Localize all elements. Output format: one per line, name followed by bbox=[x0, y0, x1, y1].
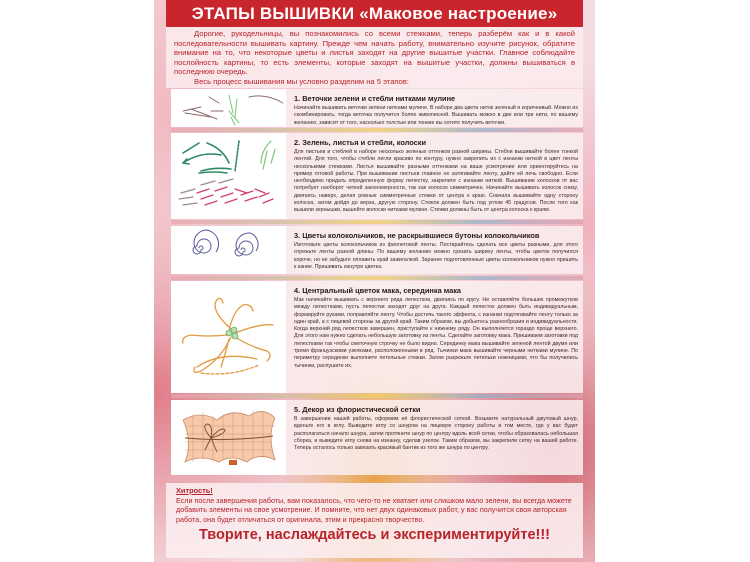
section-1 bbox=[171, 89, 583, 127]
intro-block bbox=[166, 27, 583, 88]
section-4-text bbox=[286, 281, 583, 393]
intro-lead: Весь процесс вышивания мы условно разделим на 5 этапов: bbox=[194, 76, 409, 86]
section-4-title: 4. Центральный цветок мака, серединка мака bbox=[294, 286, 462, 295]
section-3-title: 3. Цветы колокольчиков, не раскрывшиеся бутоны колокольчиков bbox=[294, 231, 540, 240]
section-5-title: 5. Декор из флористической сетки bbox=[294, 405, 421, 414]
section-2-text bbox=[286, 133, 583, 219]
section-1-text bbox=[286, 89, 583, 127]
twig-stitches-illustration bbox=[171, 89, 286, 127]
divider-strip bbox=[171, 276, 583, 280]
section-1-title: 1. Веточки зелени и стебли нитками мулине bbox=[294, 94, 456, 103]
section-5 bbox=[171, 400, 583, 475]
section-1-body: Начинайте вышивать веточки зелени нитками мулине. В наборе два цвета ниток зеленый и коричневый. Можно их скомбинировать, тогда веточка получится более живописной. Вышивать можно в две или три нити, по вашему желанию, зависит от того, насколько толстые или тонкие вы хотите получить веточки. bbox=[294, 105, 578, 126]
divider-strip bbox=[171, 220, 583, 224]
section-2 bbox=[171, 133, 583, 219]
tip-title: Хитрость! bbox=[176, 486, 213, 495]
section-5-body: В завершении нашей работы, оформим её флористической сеткой. Возьмите натуральный джутовый шнур, вденьте его в иглу. Выведите иглу со шнуром на лицевую сторону работы в том месте, где у вас будет располагаться начало шнура, затем протяните шнур по центру вдоль всей сетки, чтобы образовалась небольшая сборка, и выведите иглу снова на изнанку, сделав узелок. Таким образом, вы закрепили сетку на вашей работе. Теперь осталось только завязать красивый бантик из того же шнура по центру. bbox=[294, 416, 578, 452]
embroidery-instructions-poster bbox=[154, 0, 595, 562]
section-2-body: Для листьев и стеблей в наборе несколько зеленых оттенков разной ширины. Стебли вышивайте более тонкой лентой. Для того, чтобы стебли легли красиво по контуру, нужно закрепить их с изнанки ниткой в цвет ленты несколькими стежками. Листья вышивайте разными оттенками на ваше усмотрение или ориентируйтесь на пример готовой работы. При вышивании листьев главное не затягивайте ленту, дайте ей лечь свободно. Если необходимо придать определенную форму лепестку, закрепите с изнанки ниткой. Вышивание колосков от вас потребует наоборот четкой закономерности, так как колосок симметричен. Начинайте вышивать колосок снизу, двигаясь наверх, делая ровные симметричные стежки от центра к краю. Сначала вышивайте одну сторону колоска, затем дойдя до верха, другую сторону. Стежок должен быть под углом 45 градусов. После того как вышили зернышки, вышейте волоски нитками мулине. Стежки должны быть от центра колоска к краям. bbox=[294, 149, 578, 214]
divider-strip bbox=[171, 394, 583, 398]
closing-slogan: Творите, наслаждайтесь и экспериментируйте!!! bbox=[198, 527, 551, 544]
section-4-body: Мак начинайте вышивать с верхнего ряда лепестков, двигаясь по кругу. Не оставляйте больших промежутков между лепестками, пусть лепестки заходят друг на друга. Каждый лепесток должен быть индивидуальным, формируйте руками, поправляйте ленту. Чтобы достичь такого эффекта, с изнанки подтягивайте ленту только за один край, а с лицевой стороны за другой край. Таким образом, вы добьетесь разнообразия и индивидуальности. Когда верхний ряд лепестков завершен, приступайте к нижнему ряду. Он выполняется гораздо проще верхнего. Для этого нам нужно сделать небольшую заготовку из ленты. Сделайте заготовку мака. Пришиваем заготовки под лепестками так чтобы сметочную строчку не было видно. Серединку мака вышивайте зеленой лентой двумя или тремя французскими узелками, расположенными в ряд. Тычинки мака вышивайте черными нитками мулине. По периметру серединки выполните петельные стежки. Затем разрежьте петельки ножницами, что бы получились тычинки, распушите их. bbox=[294, 297, 578, 369]
section-5-text bbox=[286, 400, 583, 475]
leaves-spikes-illustration bbox=[171, 133, 286, 219]
intro-paragraph: Дорогие, рукодельницы, вы познакомились со всеми стежками, теперь разберём как и в какой последовательности вышивать картину. Прежде чем начать работу, внимательно изучите рисунок, обратите внимание на то, что некоторые цветы и листья заходят на другие вышитые участки. Главное соблюдайте послойность картины, то есть элементы, которые заходят на вышитые участки, должны вышиваться в последнюю очередь. bbox=[174, 29, 575, 77]
floral-net-illustration bbox=[171, 400, 286, 475]
section-3-text bbox=[286, 226, 583, 274]
section-2-title: 2. Зелень, листья и стебли, колоски bbox=[294, 138, 427, 147]
divider-strip bbox=[171, 128, 583, 132]
tip-block bbox=[166, 483, 583, 558]
tip-body: Если после завершения работы, вам показалось, что чего-то не хватает или слишком мало зелени, вы всегда можете добавить элементы на свое усмотрение. И помните, что нет двух одинаковых работ, у вас получится своя авторская работа, она будет отличаться от оригинала, этим и прекрасно творчество. bbox=[176, 496, 572, 524]
poster-title: ЭТАПЫ ВЫШИВКИ «Маковое настроение» bbox=[166, 0, 583, 27]
section-3 bbox=[171, 226, 583, 274]
bellflower-spirals-illustration bbox=[171, 226, 286, 274]
poppy-flower-illustration bbox=[171, 281, 286, 393]
section-3-body: Изготовьте цветы колокольчиков из фиолетовой ленты. Постарайтесь сделать все цветы разными, для этого отрежьте ленты разной длины. По вашему желанию можно срезать ширину ленты, чтобы цветок получился короче, но не забудьте оплавить край зажигалкой. Заранее подготовленные цветы колокольчиков нужно пришить к канве. Пришивать изнутри цветка. bbox=[294, 242, 578, 270]
section-4 bbox=[171, 281, 583, 393]
